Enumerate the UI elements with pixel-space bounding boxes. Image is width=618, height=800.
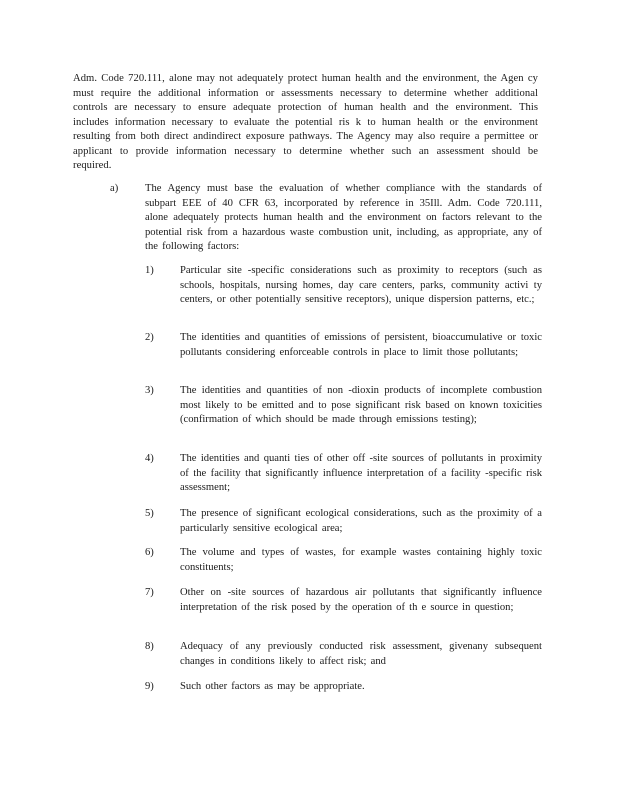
factor-text: The presence of significant ecological considerations, such as the proximity of a particularly sensitive ecological area; bbox=[180, 508, 542, 534]
factor-number: 8) bbox=[145, 641, 154, 652]
factor-number: 9) bbox=[145, 681, 154, 692]
factor-number: 3) bbox=[145, 385, 154, 396]
subsection-a-text: The Agency must base the evaluation of whether compliance with the standards of subpart EEE of 40 CFR 63, incorporated by reference in 35Ill. Adm. Code 720.111, alone adequately protects human health and the environment on factors relevant to the potential risk from a hazardous waste combustion unit, including, as appropriate, any of the following factors: bbox=[145, 183, 542, 252]
intro-paragraph: Adm. Code 720.111, alone may not adequately protect human health and the environment, the Agen cy must require the additional information or assessments necessary to determine whether additional controls are necessary to ensure adequate protection of human health and the environment. This includes information necessary to evaluate the potential ris k to human health or the environment resulting from both direct andindirect exposure pathways. The Agency may also require a permittee or applicant to provide information necessary to determine whether such an assessment should be required. bbox=[73, 73, 538, 171]
factor-text: Other on -site sources of hazardous air pollutants that significantly influence interpretation of the risk posed by the operation of th e source in question; bbox=[180, 587, 542, 613]
factor-text: The identities and quantities of non -dioxin products of incomplete combustion most likely to be emitted and to pose significant risk based on known toxicities (confirmation of which should be made through emissions testing); bbox=[180, 385, 542, 425]
factor-text: Particular site -specific considerations such as proximity to receptors (such as schools, hospitals, nursing homes, day care centers, parks, community activi ty centers, or other potentially sensitive receptors), unique dispersion patterns, etc.; bbox=[180, 265, 542, 305]
factor-number: 7) bbox=[145, 587, 154, 598]
factor-number: 4) bbox=[145, 453, 154, 464]
subsection-a-label: a) bbox=[110, 183, 119, 194]
factor-number: 6) bbox=[145, 547, 154, 558]
factor-text: Adequacy of any previously conducted risk assessment, givenany subsequent changes in conditions likely to affect risk; and bbox=[180, 641, 542, 667]
factor-number: 1) bbox=[145, 265, 154, 276]
factor-number: 2) bbox=[145, 332, 154, 343]
factor-text: Such other factors as may be appropriate. bbox=[180, 681, 365, 692]
factor-text: The identities and quantities of emissions of persistent, bioaccumulative or toxic pollutants considering enforceable controls in place to limit those pollutants; bbox=[180, 332, 542, 358]
factor-text: The volume and types of wastes, for example wastes containing highly toxic constituents; bbox=[180, 547, 542, 573]
factor-number: 5) bbox=[145, 508, 154, 519]
factor-text: The identities and quanti ties of other off -site sources of pollutants in proximity of the facility that significantly influence interpretation of a facility -specific risk assessment; bbox=[180, 453, 542, 493]
